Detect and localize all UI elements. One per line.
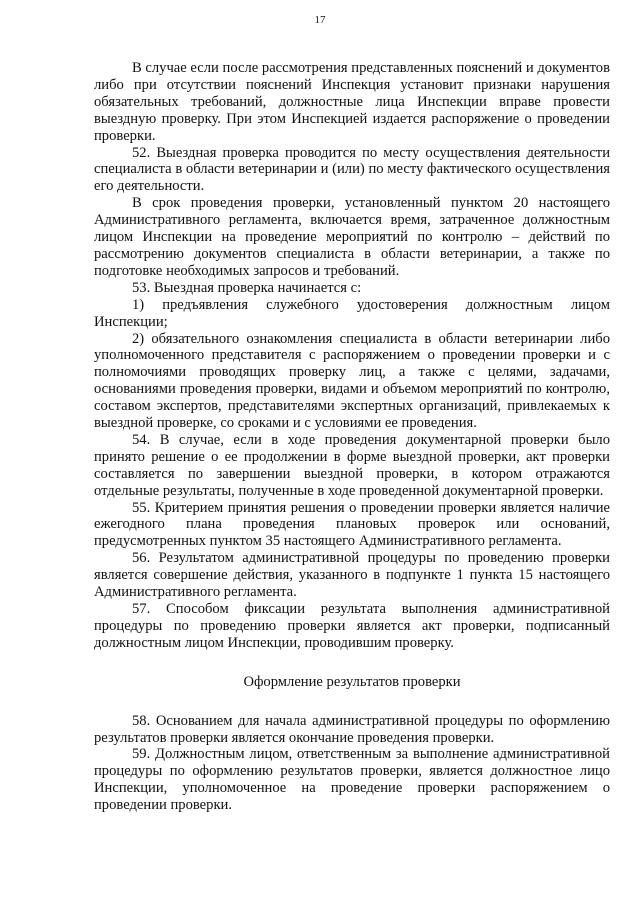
paragraph-text: 56. Результатом административной процедуры по проведению проверки является совершение действия, указанного в подпункте 1 пункта 15 настоящего Административного регламента. xyxy=(94,550,610,601)
paragraph xyxy=(94,713,610,747)
paragraph-text: 52. Выездная проверка проводится по месту осуществления деятельности специалиста в области ветеринарии и (или) по месту фактического осуществления его деятельности. xyxy=(94,144,610,195)
paragraph-text: 53. Выездная проверка начинается с: xyxy=(132,279,362,296)
paragraph xyxy=(94,60,610,145)
paragraph xyxy=(94,331,610,432)
paragraph-text: 59. Должностным лицом, ответственным за выполнение административной процедуры по оформлению результатов проверки, является должностное лицо Инспекции, уполномоченное на проведение проверки распоряжением о проведении проверки. xyxy=(94,746,610,814)
page-number: 17 xyxy=(314,14,326,26)
paragraph-text: 57. Способом фиксации результата выполнения административной процедуры по проведению проверки является акт проверки, подписанный должностным лицом Инспекции, проводившим проверку. xyxy=(94,601,610,651)
paragraph-text: 1) предъявления служебного удостоверения должностным лицом Инспекции; xyxy=(94,296,610,330)
paragraph xyxy=(94,432,610,500)
section-heading: Оформление результатов проверки xyxy=(243,673,461,690)
paragraph-text: 2) обязательного ознакомления специалиста в области ветеринарии либо уполномоченного представителя с распоряжением о проведении проверки и с полномочиями проводящих проверку лиц, а также с целями, задачами, основаниями проведения проверки, видами и объемом мероприятий по контролю, составом экспертов, представителями экспертных организаций, привлекаемых к выездной проверке, со сроками и с условиями ее проведения. xyxy=(94,330,610,432)
paragraph xyxy=(94,500,610,551)
paragraph-text: 54. В случае, если в ходе проведения документарной проверки было принято решение о ее продолжении в форме выездной проверки, акт проверки составляется по завершении выездной проверки, в котором отражаются отдельные результаты, полученные в ходе проведенной документарной проверки. xyxy=(94,431,610,499)
paragraph xyxy=(94,145,610,196)
paragraph xyxy=(94,297,610,331)
paragraph-text: В случае если после рассмотрения представленных пояснений и документов либо при отсутствии пояснений Инспекция установит признаки нарушения обязательных требований, должностные лица Инспекции вправе провести выездную проверку. При этом Инспекцией издается распоряжение о проведении проверки. xyxy=(94,60,610,144)
paragraph xyxy=(94,746,610,814)
paragraph-text: В срок проведения проверки, установленный пунктом 20 настоящего Административного регламента, включается время, затраченное должностным лицом Инспекции на проведение мероприятий по контролю – действий по рассмотрению документов специалиста в области ветеринарии, а также по подготовке необходимых запросов и требований. xyxy=(94,195,610,279)
document-body xyxy=(94,60,610,814)
paragraph xyxy=(94,195,610,280)
paragraph xyxy=(94,550,610,601)
paragraph xyxy=(94,280,610,297)
paragraph-text: 55. Критерием принятия решения о проведении проверки является наличие ежегодного плана проведения плановых проверок или оснований, предусмотренных пунктом 35 настоящего Административного регламента. xyxy=(94,499,610,550)
paragraph xyxy=(94,601,610,652)
paragraph-text: 58. Основанием для начала административной процедуры по оформлению результатов проверки является окончание проведения проверки. xyxy=(94,712,610,746)
